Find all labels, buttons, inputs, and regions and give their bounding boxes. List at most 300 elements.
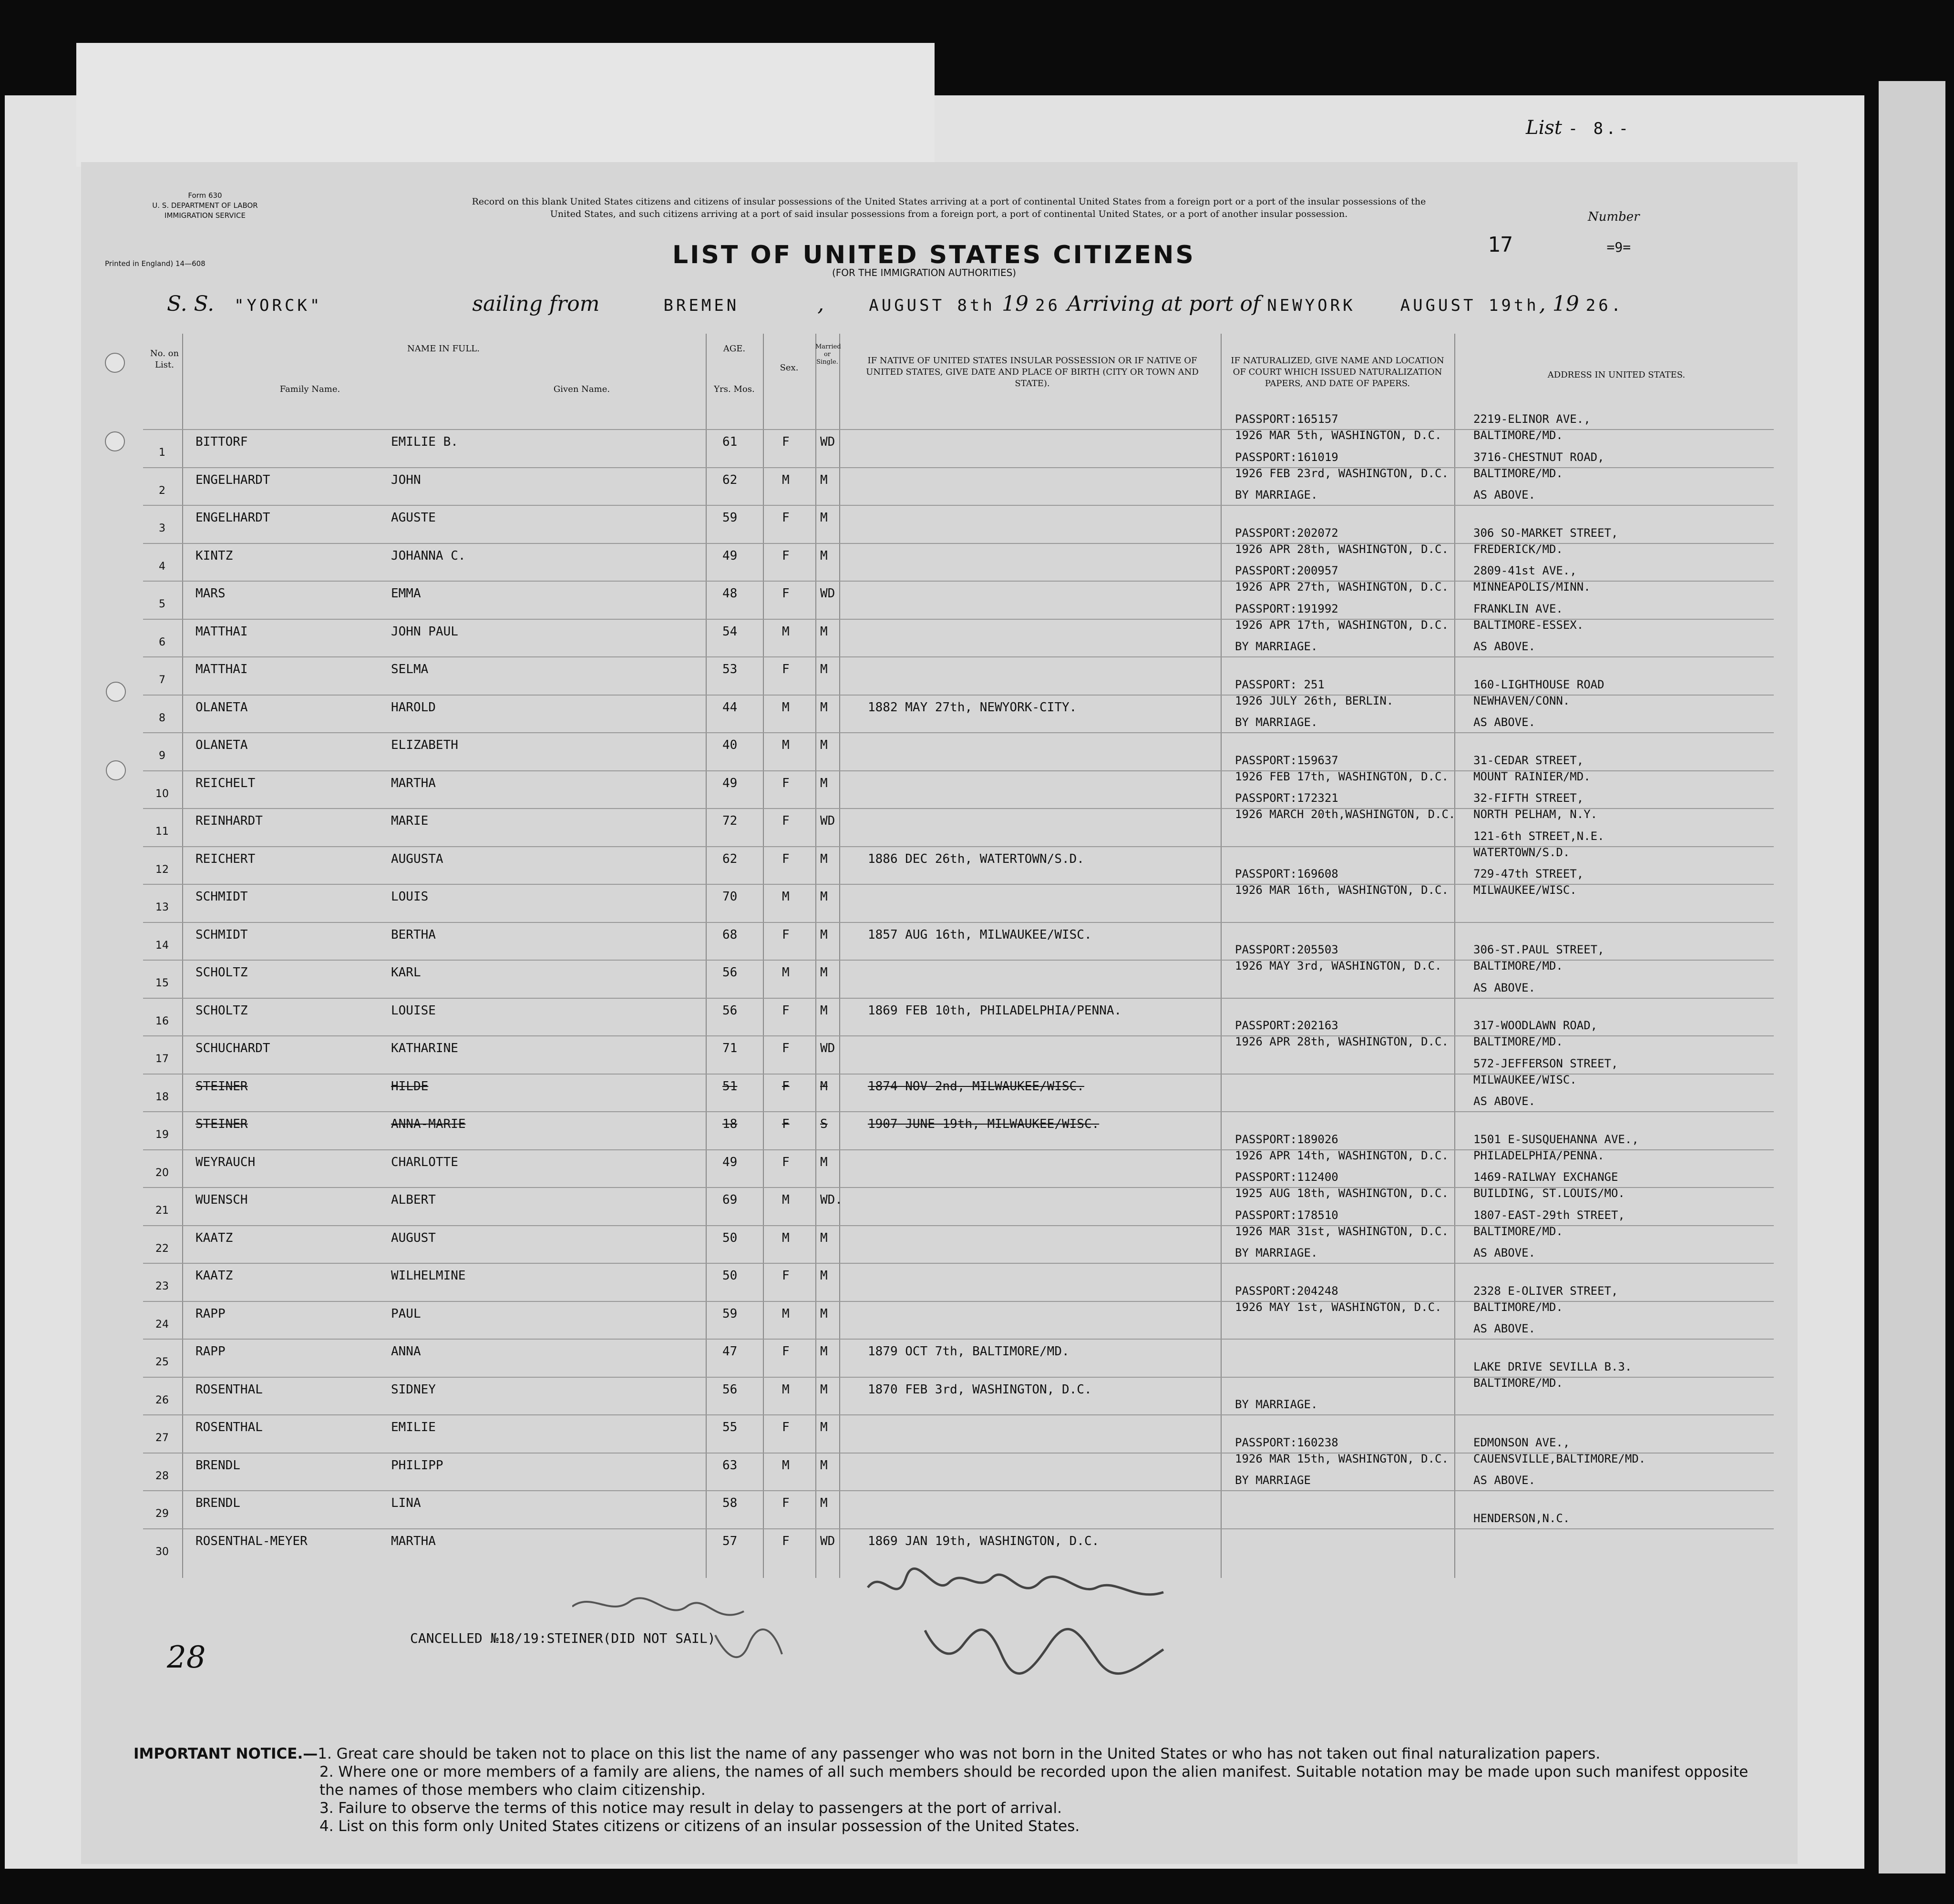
naturalization-line-1: PASSPORT:161019 (1235, 450, 1338, 464)
address-line-2: BALTIMORE/MD. (1473, 1376, 1563, 1390)
age: 59 (722, 511, 738, 525)
row-number: 22 (155, 1242, 169, 1255)
naturalization-line-2: 1926 APR 28th, WASHINGTON, D.C. (1235, 1035, 1449, 1048)
family-name: ROSENTHAL (195, 1382, 263, 1397)
naturalization-line-1: PASSPORT: 251 (1235, 677, 1325, 691)
sex: F (782, 1344, 790, 1359)
col-family: Family Name. (279, 384, 340, 394)
birth-info: 1882 MAY 27th, NEWYORK-CITY. (868, 700, 1077, 715)
marital-status: M (820, 965, 828, 980)
marital-status: M (820, 548, 828, 563)
naturalization-line-2: 1926 MAR 16th, WASHINGTON, D.C. (1235, 883, 1449, 897)
sex: F (782, 927, 790, 942)
col-married: Married or Single. (815, 343, 841, 366)
naturalization-line-1: PASSPORT:169608 (1235, 867, 1338, 880)
page-title: LIST OF UNITED STATES CITIZENS (672, 241, 1195, 269)
adjacent-page (1879, 81, 1945, 1873)
given-name: SELMA (391, 662, 429, 676)
sex: M (782, 1230, 790, 1245)
birth-info: 1869 JAN 19th, WASHINGTON, D.C. (868, 1534, 1100, 1548)
address-line-1: 729-47th STREET, (1473, 867, 1584, 880)
row-number: 8 (159, 712, 165, 724)
given-name: PHILIPP (391, 1458, 443, 1473)
row-number: 21 (155, 1205, 169, 1217)
age: 56 (722, 1382, 738, 1397)
back-sheet-top (76, 43, 935, 167)
address-line-1: AS ABOVE. (1473, 981, 1536, 994)
family-name: SCHOLTZ (195, 1003, 248, 1018)
age: 55 (722, 1420, 738, 1434)
marital-status: M (820, 624, 828, 639)
given-name: LOUISE (391, 1003, 436, 1018)
row-number: 17 (155, 1053, 169, 1065)
important-notice: IMPORTANT NOTICE.—1. Great care should be taken not to place on this list the name of any passenger who was not born in the United States or who has not taken out final naturalization papers. 2. Where one or more members of a family are aliens, the names of all such members should be recorded upon the alien manifest. Suitable notation may be made upon such manifest opposite the names of those members who claim citizenship. 3. Failure to observe the terms of this notice may result in delay to passengers at the port of arrival. 4. List on this form only United States citizens or citizens of an insular possession of the United States. (134, 1745, 1748, 1835)
given-name: EMMA (391, 586, 421, 601)
address-line-2: WATERTOWN/S.D. (1473, 845, 1570, 859)
row-number: 7 (159, 674, 165, 686)
family-name: ENGELHARDT (195, 511, 270, 525)
sex: M (782, 890, 790, 904)
row-number: 25 (155, 1356, 169, 1368)
naturalization-line-1: PASSPORT:205503 (1235, 943, 1338, 956)
birth-info: 1857 AUG 16th, MILWAUKEE/WISC. (868, 927, 1092, 942)
signature (572, 1549, 1240, 1721)
given-name: AGUSTE (391, 511, 436, 525)
address-line-1: AS ABOVE. (1473, 640, 1536, 653)
address-line-1: 1469-RAILWAY EXCHANGE (1473, 1170, 1618, 1184)
age: 47 (722, 1344, 738, 1359)
marital-status: WD (820, 586, 835, 601)
naturalization-line-2: 1926 MAR 15th, WASHINGTON, D.C. (1235, 1452, 1449, 1465)
sex: F (782, 1496, 790, 1510)
row-number: 29 (155, 1508, 169, 1520)
age: 68 (722, 927, 738, 942)
address-line-1: 306 SO-MARKET STREET, (1473, 526, 1618, 540)
marital-status: M (820, 1420, 828, 1434)
address-line-1: AS ABOVE. (1473, 716, 1536, 729)
row-number: 18 (155, 1091, 169, 1103)
family-name: ROSENTHAL-MEYER (195, 1534, 308, 1548)
address-line-2: PHILADELPHIA/PENNA. (1473, 1148, 1604, 1162)
given-name: BERTHA (391, 927, 436, 942)
row-number: 20 (155, 1167, 169, 1179)
naturalization-line-2: 1926 MAY 3rd, WASHINGTON, D.C. (1235, 959, 1442, 972)
given-name: SIDNEY (391, 1382, 436, 1397)
age: 62 (722, 851, 738, 866)
age: 69 (722, 1193, 738, 1207)
marital-status: M (820, 890, 828, 904)
sex: F (782, 1079, 790, 1094)
age: 61 (722, 435, 738, 449)
age: 50 (722, 1269, 738, 1283)
row-number: 2 (159, 484, 165, 497)
address-line-1: AS ABOVE. (1473, 1322, 1536, 1335)
sex: F (782, 548, 790, 563)
sex: F (782, 511, 790, 525)
marital-status: M (820, 1003, 828, 1018)
marital-status: M (820, 1496, 828, 1510)
col-address: ADDRESS IN UNITED STATES. (1547, 370, 1686, 380)
given-name: JOHANNA C. (391, 548, 466, 563)
family-name: WUENSCH (195, 1193, 248, 1207)
marital-status: M (820, 1155, 828, 1169)
address-line-2: BALTIMORE/MD. (1473, 1300, 1563, 1314)
birth-info: 1870 FEB 3rd, WASHINGTON, D.C. (868, 1382, 1092, 1397)
address-line-1: 572-JEFFERSON STREET, (1473, 1056, 1618, 1070)
sex: F (782, 776, 790, 790)
age: 44 (722, 700, 738, 715)
department: U. S. DEPARTMENT OF LABOR (152, 201, 258, 210)
address-line-1: 121-6th STREET,N.E. (1473, 829, 1604, 843)
given-name: ANNA (391, 1344, 421, 1359)
naturalization-line-2: 1926 MARCH 20th,WASHINGTON, D.C. (1235, 808, 1456, 821)
col-name: NAME IN FULL. (407, 344, 480, 354)
row-number: 26 (155, 1394, 169, 1406)
address-line-1: AS ABOVE. (1473, 1474, 1536, 1487)
row-number: 30 (155, 1546, 169, 1558)
punch-hole (105, 353, 125, 373)
address-line-2: MINNEAPOLIS/MINN. (1473, 580, 1591, 594)
address-line-1: FRANKLIN AVE. (1473, 602, 1563, 615)
naturalization-line-1: BY MARRIAGE (1235, 1474, 1311, 1487)
address-line-2: BUILDING, ST.LOUIS/MO. (1473, 1187, 1625, 1200)
address-line-1: 31-CEDAR STREET, (1473, 753, 1584, 767)
marital-status: M (820, 1230, 828, 1245)
family-name: STEINER (195, 1117, 248, 1131)
given-name: AUGUST (391, 1230, 436, 1245)
form-instructions: Record on this blank United States citizens and citizens of insular possessions of the United States arriving at a port of continental United States from a foreign port or a port of the insular possessions of the United States, and such citizens arriving at a port of said insular possessions from a foreign port, a port of continental United States, or a port of another insular possession. (472, 196, 1426, 219)
naturalization-line-1: BY MARRIAGE. (1235, 640, 1318, 653)
given-name: MARTHA (391, 776, 436, 790)
given-name: LINA (391, 1496, 421, 1510)
naturalization-line-1: BY MARRIAGE. (1235, 488, 1318, 502)
sex: F (782, 1534, 790, 1548)
marital-status: M (820, 662, 828, 676)
naturalization-line-2: 1925 AUG 18th, WASHINGTON, D.C. (1235, 1187, 1449, 1200)
naturalization-line-2: 1926 MAY 1st, WASHINGTON, D.C. (1235, 1300, 1442, 1314)
row-number: 12 (155, 863, 169, 876)
marital-status: M (820, 1306, 828, 1321)
age: 62 (722, 472, 738, 487)
address-line-1: AS ABOVE. (1473, 1095, 1536, 1108)
birth-info: 1874 NOV 2nd, MILWAUKEE/WISC. (868, 1079, 1084, 1094)
marital-status: WD (820, 435, 835, 449)
naturalization-line-1: PASSPORT:189026 (1235, 1132, 1338, 1146)
marital-status: WD (820, 1534, 835, 1548)
family-name: REINHARDT (195, 814, 263, 828)
given-name: JOHN PAUL (391, 624, 458, 639)
naturalization-line-2: 1926 FEB 17th, WASHINGTON, D.C. (1235, 769, 1449, 783)
marital-status: M (820, 927, 828, 942)
service: IMMIGRATION SERVICE (165, 211, 246, 220)
row-number: 11 (155, 826, 169, 838)
row-number: 19 (155, 1129, 169, 1141)
punch-hole (106, 760, 126, 780)
col-no: No. on List. (150, 348, 179, 370)
address-line-1: LAKE DRIVE SEVILLA B.3. (1473, 1360, 1632, 1373)
marital-status: M (820, 1382, 828, 1397)
given-name: HILDE (391, 1079, 429, 1094)
age: 58 (722, 1496, 738, 1510)
sex: F (782, 1003, 790, 1018)
naturalization-line-2: 1926 APR 17th, WASHINGTON, D.C. (1235, 618, 1449, 632)
given-name: EMILIE (391, 1420, 436, 1434)
naturalization-line-2: 1926 APR 27th, WASHINGTON, D.C. (1235, 580, 1449, 594)
naturalization-line-1: PASSPORT:112400 (1235, 1170, 1338, 1184)
marital-status: M (820, 776, 828, 790)
page-mark: 28 (167, 1640, 206, 1675)
naturalization-line-1: PASSPORT:191992 (1235, 602, 1338, 615)
sex: M (782, 965, 790, 980)
marital-status: M (820, 851, 828, 866)
family-name: KAATZ (195, 1269, 233, 1283)
naturalization-line-1: PASSPORT:172321 (1235, 791, 1338, 805)
age: 56 (722, 965, 738, 980)
address-line-2: BALTIMORE-ESSEX. (1473, 618, 1584, 632)
naturalization-line-1: PASSPORT:165157 (1235, 412, 1338, 426)
sex: F (782, 1420, 790, 1434)
address-line-1: EDMONSON AVE., (1473, 1435, 1570, 1449)
family-name: ROSENTHAL (195, 1420, 263, 1434)
address-line-1: 1807-EAST-29th STREET, (1473, 1208, 1625, 1222)
sex: F (782, 814, 790, 828)
address-line-1: 2809-41st AVE., (1473, 564, 1577, 577)
address-line-1: 3716-CHESTNUT ROAD, (1473, 450, 1604, 464)
naturalization-line-1: BY MARRIAGE. (1235, 1246, 1318, 1259)
marital-status: M (820, 738, 828, 752)
age: 50 (722, 1230, 738, 1245)
family-name: MATTHAI (195, 624, 248, 639)
address-line-2: MOUNT RAINIER/MD. (1473, 769, 1591, 783)
age: 57 (722, 1534, 738, 1548)
marital-status: WD (820, 1041, 835, 1055)
family-name: BITTORF (195, 435, 248, 449)
row-number: 23 (155, 1280, 169, 1292)
family-name: SCHUCHARDT (195, 1041, 270, 1055)
naturalization-line-2: 1926 JULY 26th, BERLIN. (1235, 694, 1394, 707)
family-name: WEYRAUCH (195, 1155, 256, 1169)
row-number: 14 (155, 939, 169, 952)
address-line-2: BALTIMORE/MD. (1473, 1035, 1563, 1048)
col-sex: Sex. (780, 363, 799, 373)
naturalization-line-1: PASSPORT:204248 (1235, 1284, 1338, 1298)
col-age-sub: Yrs. Mos. (714, 384, 755, 394)
row-number: 6 (159, 636, 165, 648)
address-line-2: MILWAUKEE/WISC. (1473, 883, 1577, 897)
naturalization-line-1: PASSPORT:178510 (1235, 1208, 1338, 1222)
given-name: CHARLOTTE (391, 1155, 458, 1169)
address-line-2: NEWHAVEN/CONN. (1473, 694, 1570, 707)
sex: M (782, 1306, 790, 1321)
row-number: 3 (159, 522, 165, 534)
printed-note: Printed in England) 14—608 (105, 259, 206, 268)
family-name: KINTZ (195, 548, 233, 563)
family-name: MATTHAI (195, 662, 248, 676)
family-name: RAPP (195, 1306, 226, 1321)
naturalization-line-1: BY MARRIAGE. (1235, 1398, 1318, 1411)
marital-status: WD (820, 814, 835, 828)
col-given: Given Name. (553, 384, 610, 394)
row-number: 5 (159, 598, 165, 610)
given-name: PAUL (391, 1306, 421, 1321)
number-block: Number (1588, 210, 1640, 224)
naturalization-line-1: BY MARRIAGE. (1235, 716, 1318, 729)
age: 72 (722, 814, 738, 828)
col-naturalized: IF NATURALIZED, GIVE NAME AND LOCATION OF COURT WHICH ISSUED NATURALIZATION PAPERS, AND DATE OF PAPERS. (1231, 356, 1444, 389)
form-header (105, 191, 305, 269)
sex: M (782, 1193, 790, 1207)
row-number: 15 (155, 977, 169, 989)
sex: M (782, 624, 790, 639)
sex: F (782, 435, 790, 449)
naturalization-line-1: PASSPORT:200957 (1235, 564, 1338, 577)
address-line-1: 2328 E-OLIVER STREET, (1473, 1284, 1618, 1298)
address-line-2: FREDERICK/MD. (1473, 542, 1563, 556)
sex: F (782, 586, 790, 601)
row-number: 4 (159, 560, 165, 573)
form-number: Form 630 (188, 191, 222, 200)
family-name: SCHMIDT (195, 890, 248, 904)
sex: F (782, 662, 790, 676)
age: 48 (722, 586, 738, 601)
sex: F (782, 1155, 790, 1169)
family-name: SCHOLTZ (195, 965, 248, 980)
age: 54 (722, 624, 738, 639)
sex: M (782, 1382, 790, 1397)
address-line-2: BALTIMORE/MD. (1473, 466, 1563, 480)
age: 18 (722, 1117, 738, 1131)
age: 53 (722, 662, 738, 676)
naturalization-line-2: 1926 APR 14th, WASHINGTON, D.C. (1235, 1148, 1449, 1162)
address-line-1: HENDERSON,N.C. (1473, 1511, 1570, 1525)
given-name: KARL (391, 965, 421, 980)
family-name: BRENDL (195, 1496, 240, 1510)
marital-status: M (820, 472, 828, 487)
address-line-1: 1501 E-SUSQUEHANNA AVE., (1473, 1132, 1639, 1146)
given-name: AUGUSTA (391, 851, 443, 866)
sex: F (782, 1117, 790, 1131)
address-line-2: CAUENSVILLE,BALTIMORE/MD. (1473, 1452, 1646, 1465)
sex: M (782, 738, 790, 752)
address-line-2: BALTIMORE/MD. (1473, 959, 1563, 972)
age: 59 (722, 1306, 738, 1321)
family-name: SCHMIDT (195, 927, 248, 942)
given-name: WILHELMINE (391, 1269, 466, 1283)
col-native: IF NATIVE OF UNITED STATES INSULAR POSSESSION OR IF NATIVE OF UNITED STATES, GIVE DATE AND PLACE OF BIRTH (CITY OR TOWN AND STATE). (866, 356, 1199, 389)
naturalization-line-1: PASSPORT:160238 (1235, 1435, 1338, 1449)
age: 40 (722, 738, 738, 752)
marital-status: M (820, 700, 828, 715)
age: 49 (722, 1155, 738, 1169)
sex: F (782, 851, 790, 866)
marital-status: M (820, 1458, 828, 1473)
marital-status: M (820, 1344, 828, 1359)
naturalization-line-1: PASSPORT:159637 (1235, 753, 1338, 767)
address-line-1: 160-LIGHTHOUSE ROAD (1473, 677, 1604, 691)
naturalization-line-2: 1926 MAR 5th, WASHINGTON, D.C. (1235, 429, 1442, 442)
family-name: OLANETA (195, 700, 248, 715)
given-name: ALBERT (391, 1193, 436, 1207)
address-line-2: MILWAUKEE/WISC. (1473, 1073, 1577, 1086)
row-number: 9 (159, 750, 165, 762)
birth-info: 1886 DEC 26th, WATERTOWN/S.D. (868, 851, 1084, 866)
birth-info: 1879 OCT 7th, BALTIMORE/MD. (868, 1344, 1070, 1359)
given-name: JOHN (391, 472, 421, 487)
family-name: REICHELT (195, 776, 256, 790)
row-number: 16 (155, 1015, 169, 1027)
sex: F (782, 1269, 790, 1283)
naturalization-line-2: 1926 MAR 31st, WASHINGTON, D.C. (1235, 1224, 1449, 1238)
row-number: 10 (155, 788, 169, 800)
given-name: KATHARINE (391, 1041, 458, 1055)
address-line-2: NORTH PELHAM, N.Y. (1473, 808, 1598, 821)
birth-info: 1907 JUNE 19th, MILWAUKEE/WISC. (868, 1117, 1100, 1131)
given-name: LOUIS (391, 890, 429, 904)
row-number: 13 (155, 901, 169, 913)
age: 56 (722, 1003, 738, 1018)
given-name: ANNA-MARIE (391, 1117, 466, 1131)
address-line-1: AS ABOVE. (1473, 488, 1536, 502)
naturalization-line-2: 1926 FEB 23rd, WASHINGTON, D.C. (1235, 466, 1449, 480)
address-line-2: BALTIMORE/MD. (1473, 429, 1563, 442)
given-name: HAROLD (391, 700, 436, 715)
address-line-1: 32-FIFTH STREET, (1473, 791, 1584, 805)
marital-status: M (820, 1079, 828, 1094)
given-name: EMILIE B. (391, 435, 458, 449)
given-name: ELIZABETH (391, 738, 458, 752)
row-number: 1 (159, 447, 165, 459)
age: 51 (722, 1079, 738, 1094)
marital-status: M (820, 511, 828, 525)
col-age: AGE. (723, 344, 746, 354)
marital-status: S (820, 1117, 828, 1131)
row-number: 28 (155, 1470, 169, 1482)
sex: M (782, 1458, 790, 1473)
address-line-1: 2219-ELINOR AVE., (1473, 412, 1591, 426)
given-name: MARTHA (391, 1534, 436, 1548)
voyage-line: S. S. "YORCK" sailing from BREMEN , AUGUST 8th 19 26 Arriving at port of NEWYORK AUGUST 19th, 19 26. (167, 292, 1624, 316)
sex: F (782, 1041, 790, 1055)
naturalization-line-1: PASSPORT:202163 (1235, 1019, 1338, 1032)
page-subtitle: (FOR THE IMMIGRATION AUTHORITIES) (832, 267, 1017, 278)
address-line-1: AS ABOVE. (1473, 1246, 1536, 1259)
row-number: 27 (155, 1432, 169, 1444)
punch-hole (106, 682, 126, 702)
address-line-1: 317-WOODLAWN ROAD, (1473, 1019, 1598, 1032)
family-name: RAPP (195, 1344, 226, 1359)
age: 71 (722, 1041, 738, 1055)
age: 63 (722, 1458, 738, 1473)
address-line-2: BALTIMORE/MD. (1473, 1224, 1563, 1238)
list-number: List - 8.- (1526, 117, 1632, 139)
family-name: STEINER (195, 1079, 248, 1094)
naturalization-line-2: 1926 APR 28th, WASHINGTON, D.C. (1235, 542, 1449, 556)
marital-status: WD. (820, 1193, 843, 1207)
given-name: MARIE (391, 814, 429, 828)
family-name: KAATZ (195, 1230, 233, 1245)
cancellation-note: CANCELLED №18/19:STEINER(DID NOT SAIL) (410, 1630, 716, 1646)
birth-info: 1869 FEB 10th, PHILADELPHIA/PENNA. (868, 1003, 1122, 1018)
marital-status: M (820, 1269, 828, 1283)
address-line-1: 306-ST.PAUL STREET, (1473, 943, 1604, 956)
age: 49 (722, 548, 738, 563)
age: 70 (722, 890, 738, 904)
family-name: OLANETA (195, 738, 248, 752)
row-number: 24 (155, 1318, 169, 1331)
family-name: ENGELHARDT (195, 472, 270, 487)
passenger-table (143, 334, 1774, 1578)
family-name: MARS (195, 586, 226, 601)
